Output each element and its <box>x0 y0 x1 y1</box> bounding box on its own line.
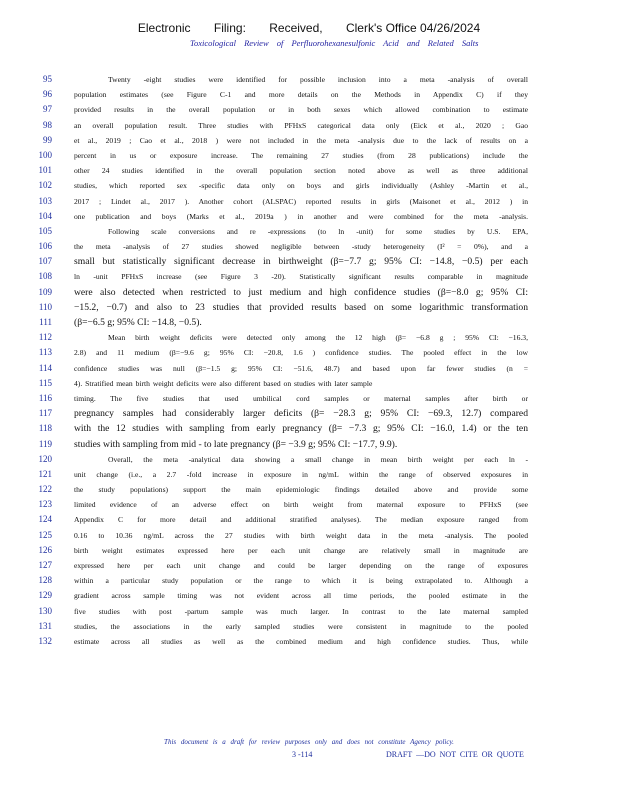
line-number: 120 <box>38 453 52 464</box>
filing-header <box>0 21 618 35</box>
line-text: studies with sampling from mid - to late pregnancy (β= −3.9 g; 95% CI: −17.7, 9.9). <box>74 438 398 450</box>
line-text: pregnancy samples had considerably larger deficits (β= −28.3 g; 95% CI: −69.3, 12.7) compared <box>74 408 528 420</box>
line-text: population estimates (see Figure C-1 and more details on the Methods in Appendix C) if they <box>74 90 528 100</box>
line-number: 96 <box>43 89 52 100</box>
document-line <box>0 239 618 254</box>
document-line <box>0 315 618 330</box>
line-text: gradient across sample timing was not evident across all time periods, the pooled estimate in the <box>74 591 528 601</box>
line-text: with the 12 studies with sampling from early pregnancy (β= −7.3 g; 95% CI: −16.0, 1.4) or the ten <box>74 423 528 435</box>
line-number: 109 <box>38 286 52 297</box>
line-number: 124 <box>38 514 52 525</box>
document-line <box>0 285 618 300</box>
document-line <box>0 194 618 209</box>
line-text: confidence studies was null (β=−1.5 g; 95% CI: −51.6, 48.7) and based upon far fewer studies (n = <box>74 363 528 373</box>
document-line <box>0 300 618 315</box>
line-text: limited evidence of an adverse effect on birth weight from maternal exposure to PFHxS (see <box>74 500 528 510</box>
document-line <box>0 102 618 117</box>
document-line <box>0 148 618 163</box>
document-line <box>0 528 618 543</box>
line-text: Mean birth weight deficits were detected only among the 12 high (β= −6.8 g ; 95% CI: −16.3, <box>108 333 528 343</box>
line-number: 98 <box>43 119 52 130</box>
document-line <box>0 118 618 133</box>
line-number: 101 <box>38 165 52 176</box>
document-line <box>0 482 618 497</box>
document-line <box>0 406 618 421</box>
line-number: 131 <box>38 620 52 631</box>
document-line <box>0 588 618 603</box>
document-line <box>0 604 618 619</box>
line-text: percent in us or exposure increase. The remaining 27 studies (from 28 publications) include the <box>74 150 528 160</box>
line-number: 130 <box>38 605 52 616</box>
document-line <box>0 209 618 224</box>
line-text: other 24 studies identified in the overall population section noted above as well as three additional <box>74 166 528 176</box>
document-line <box>0 87 618 102</box>
line-text: the meta -analysis of 27 studies showed negligible between -study heterogeneity (I² = 0%), and a <box>74 242 528 252</box>
line-number: 100 <box>38 149 52 160</box>
document-line <box>0 421 618 436</box>
document-line <box>0 497 618 512</box>
line-number: 125 <box>38 529 52 540</box>
line-number: 117 <box>38 408 52 419</box>
page-number: 3 -114 <box>292 750 313 759</box>
line-number: 95 <box>43 74 52 84</box>
line-text: 2.8) and 11 medium (β=−9.6 g; 95% CI: −20.8, 1.6 ) confidence studies. The pooled effect in the low <box>74 348 528 358</box>
line-text: ln -unit PFHxS increase (see Figure 3 -20). Statistically significant results comparable in magnitude <box>74 272 528 282</box>
line-text: were also detected when restricted to just medium and high confidence studies (β=−8.0 g; 95% CI: <box>74 286 528 298</box>
line-text: Twenty -eight studies were identified for possible inclusion into a meta -analysis of overall <box>108 75 528 84</box>
line-text: (β=−6.5 g; 95% CI: −14.8, −0.5). <box>74 317 202 328</box>
line-text: estimate across all studies as well as the combined medium and high confidence studies. Thus, while <box>74 636 528 646</box>
line-number: 105 <box>38 225 52 236</box>
document-line <box>0 361 618 376</box>
document-line <box>0 330 618 345</box>
document-line <box>0 452 618 467</box>
draft-stamp: DRAFT —DO NOT CITE OR QUOTE <box>386 750 524 759</box>
line-text: unit change (i.e., a 2.7 -fold increase in exposure in ng/mL within the range of observed exposures in <box>74 469 528 479</box>
filing-label-filing: Filing: <box>213 21 246 35</box>
document-line <box>0 72 618 87</box>
line-text: et al., 2019 ; Cao et al., 2018 ) were not included in the meta -analysis due to the lack of results on a <box>74 135 528 145</box>
line-number: 122 <box>38 484 52 495</box>
document-line <box>0 558 618 573</box>
line-text: the study populations) support the main epidemiologic findings detailed above and provide some <box>74 485 528 495</box>
line-text: timing. The five studies that used umbilical cord samples or maternal samples after birth or <box>74 393 528 403</box>
line-number: 127 <box>38 560 52 570</box>
document-line <box>0 391 618 406</box>
line-number: 113 <box>38 347 52 358</box>
line-number: 119 <box>38 438 52 449</box>
filing-label-received: Received, <box>269 21 323 35</box>
line-number: 132 <box>38 635 52 646</box>
line-number: 102 <box>38 180 52 191</box>
line-text: Following scale conversions and re -expressions (to ln -unit) for some studies by U.S. EPA, <box>108 226 528 236</box>
document-line <box>0 634 618 649</box>
document-line <box>0 437 618 452</box>
document-line <box>0 163 618 178</box>
document-line <box>0 619 618 634</box>
draft-disclaimer: This document is a draft for review purposes only and does not constitute Agency policy. <box>164 738 454 746</box>
line-number: 126 <box>38 544 52 555</box>
line-number: 121 <box>38 468 52 479</box>
document-line <box>0 467 618 482</box>
line-text: 0.16 to 10.36 ng/mL across the 27 studies with birth weight data in the meta -analysis. The pooled <box>74 530 528 540</box>
line-number: 107 <box>38 256 52 267</box>
line-number: 116 <box>38 392 52 403</box>
line-text: provided results in the overall population or in both sexes which allowed combination to estimate <box>74 105 528 115</box>
document-line <box>0 269 618 284</box>
line-number: 123 <box>38 499 52 510</box>
line-text: one publication and boys (Marks et al., 2019a ) in another and were combined for the meta -analysis. <box>74 211 528 221</box>
line-text: studies, which reported sex -specific data only on boys and girls individually (Ashley -Martin et al., <box>74 181 528 191</box>
line-number: 115 <box>38 377 52 388</box>
line-number: 97 <box>43 104 52 115</box>
line-text: Appendix C for more detail and additional stratified analyses). The median exposure ranged from <box>74 515 528 525</box>
line-text: an overall population result. Three studies with PFHxS categorical data only (Eick et al., 2020 ; Gao <box>74 120 528 130</box>
line-number: 114 <box>38 362 52 373</box>
filing-clerk-date: Clerk's Office 04/26/2024 <box>345 21 481 35</box>
document-line <box>0 573 618 588</box>
line-text: small but statistically significant decrease in birthweight (β=−7.7 g; 95% CI: −14.8, −0.5) per each <box>74 256 528 268</box>
line-number: 108 <box>38 271 52 282</box>
document-line <box>0 224 618 239</box>
line-text: five studies with post -partum sample was much larger. In contrast to the late maternal sampled <box>74 606 528 616</box>
line-text: studies, the associations in the early sampled studies were consistent in magnitude to the pooled <box>74 621 528 631</box>
line-number: 128 <box>38 575 52 586</box>
filing-label-electronic: Electronic <box>137 21 191 35</box>
document-body <box>0 72 618 649</box>
line-text: 2017 ; Lindet al., 2017 ). Another cohort (ALSPAC) reported results in girls (Maisonet et al., 2012 ) in <box>74 196 528 206</box>
line-number: 103 <box>38 195 52 206</box>
line-number: 112 <box>38 332 52 343</box>
line-number: 104 <box>38 210 52 221</box>
document-line <box>0 376 618 391</box>
line-number: 129 <box>38 590 52 601</box>
line-text: −15.2, −0.7) and also to 23 studies that provided results based on some logarithmic transformation <box>74 301 528 313</box>
document-line <box>0 133 618 148</box>
line-number: 99 <box>43 134 52 145</box>
document-line <box>0 178 618 193</box>
document-line <box>0 254 618 269</box>
line-text: 4). Stratified mean birth weight deficits were also different based on studies with later sample <box>74 378 373 388</box>
document-line <box>0 512 618 527</box>
line-text: birth weight estimates expressed here per each unit change are relatively small in magnitude are <box>74 545 528 555</box>
line-text: within a particular study population or the range to which it is being extrapolated to. Although a <box>74 576 528 586</box>
line-text: Overall, the meta -analytical data showing a small change in mean birth weight per each ln - <box>108 454 528 464</box>
line-number: 118 <box>38 423 52 434</box>
document-line <box>0 543 618 558</box>
line-number: 110 <box>38 301 52 312</box>
line-text: expressed here per each unit change and could be larger depending on the range of exposures <box>74 561 528 570</box>
document-running-title: Toxicological Review of Perfluorohexanesulfonic Acid and Related Salts <box>190 38 479 48</box>
document-line <box>0 345 618 360</box>
line-number: 106 <box>38 241 52 252</box>
line-number: 111 <box>39 317 52 327</box>
